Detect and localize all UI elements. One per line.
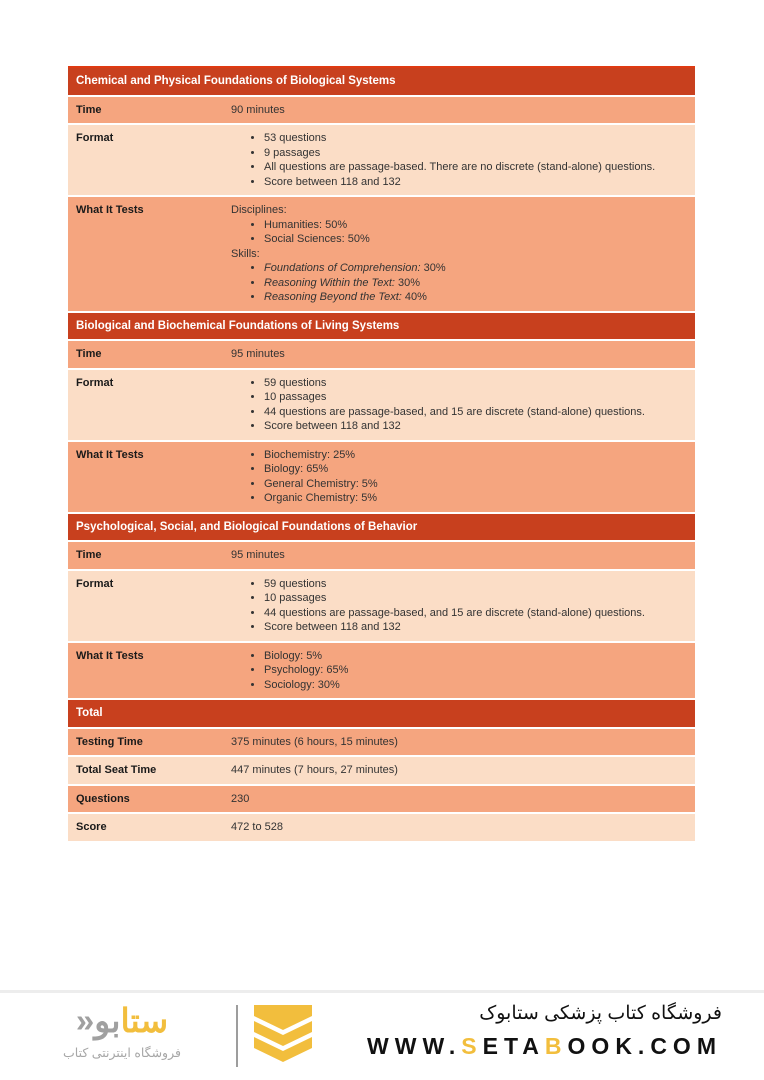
table-row-questions [68, 786, 695, 815]
row-label: Time [76, 348, 102, 360]
row-value [231, 125, 695, 195]
row-label: Testing Time [76, 735, 143, 748]
footer-right-block [367, 1001, 722, 1060]
bullet-item [264, 276, 685, 291]
row-value: 230 [231, 792, 250, 805]
bullet-item: • Sociology: 30% [264, 678, 685, 693]
format-bullet-list [231, 131, 685, 189]
skill-pct: 30% [394, 276, 421, 289]
section-header: Psychological, Social, and Biological Foundations of Behavior [68, 514, 695, 543]
bullet-item: • Score between 118 and 132 [264, 419, 685, 434]
format-bullet-list [231, 577, 685, 635]
skill-name: Foundations of Comprehension: [264, 262, 421, 274]
brand-gray-part: بو [94, 1002, 121, 1039]
bullet-item: • General Chemistry: 5% [264, 477, 685, 492]
skill-pct: 40% [401, 291, 427, 303]
bullet-item: • Social Sciences: 50% [264, 232, 685, 247]
table-row-testing-time [68, 729, 695, 758]
row-value: 375 minutes (6 hours, 15 minutes) [231, 735, 398, 748]
skills-intro: Skills: [231, 247, 260, 260]
bullet-item [264, 261, 685, 276]
table-row-format [68, 370, 695, 442]
mcat-sections-table [68, 66, 695, 843]
format-bullet-list [231, 376, 685, 434]
skills-bullet-list [231, 261, 685, 305]
brand-wordmark-text [42, 1003, 202, 1039]
table-row-seat-time [68, 757, 695, 786]
row-label: Format [76, 132, 114, 144]
bullet-item: • 10 passages [264, 390, 685, 405]
bullet-item: • 44 questions are passage-based, and 15 are discrete (stand-alone) questions. [264, 405, 685, 420]
setabook-chevron-emblem-icon [254, 1005, 312, 1076]
tests-bullet-list [231, 448, 685, 506]
url-eta: ETA [482, 1033, 545, 1059]
tests-bullet-list [231, 649, 685, 693]
site-url [367, 1033, 722, 1060]
table-row-tests [68, 197, 695, 313]
disciplines-bullet-list [231, 218, 685, 247]
disciplines-intro: Disciplines: [231, 204, 287, 216]
row-label: Questions [76, 792, 130, 805]
row-label: Time [76, 549, 102, 561]
row-value: 447 minutes (7 hours, 27 minutes) [231, 764, 398, 776]
table-row-format [68, 125, 695, 197]
section-header: Total [68, 700, 695, 729]
row-value [231, 370, 695, 440]
row-label: Time [76, 103, 102, 116]
bullet-item: • Psychology: 65% [264, 663, 685, 678]
skill-pct: 30% [420, 262, 446, 274]
row-label: Total Seat Time [76, 764, 157, 776]
row-label: What It Tests [76, 204, 144, 216]
bullet-item: • Humanities: 50% [264, 218, 685, 233]
row-value [231, 643, 695, 699]
row-value [231, 442, 695, 512]
bullet-item: • 9 passages [264, 146, 685, 161]
brand-guillemet-mark: « [75, 1002, 95, 1039]
table-row-score [68, 814, 695, 843]
row-label: Score [76, 821, 107, 833]
section-chemical-physical [68, 68, 695, 313]
row-label: What It Tests [76, 448, 144, 461]
brand-subtitle: فروشگاه اینترنتی کتاب [63, 1046, 181, 1060]
section-psychological-social [68, 514, 695, 701]
bullet-item: • Biology: 5% [264, 649, 685, 664]
bullet-item: • 10 passages [264, 591, 685, 606]
url-www: WWW. [367, 1033, 462, 1059]
bullet-item: • 44 questions are passage-based, and 15 are discrete (stand-alone) questions. [264, 606, 685, 621]
table-row-time [68, 341, 695, 370]
row-label: Format [76, 577, 114, 590]
row-value: 95 minutes [231, 348, 285, 360]
bullet-item: • 53 questions [264, 131, 685, 146]
store-tagline-fa: فروشگاه کتاب پزشکی ستابوک [479, 1003, 722, 1024]
section-total [68, 700, 695, 843]
bullet-item: • Biology: 65% [264, 462, 685, 477]
bullet-item [264, 290, 685, 305]
bullet-item: • 59 questions [264, 577, 685, 592]
table-row-time [68, 542, 695, 571]
brand-yellow-part: ستا [120, 1002, 169, 1039]
table-row-tests [68, 442, 695, 514]
url-ook-com: OOK.COM [567, 1033, 722, 1059]
footer-vertical-divider [236, 1005, 238, 1067]
row-label: What It Tests [76, 649, 144, 662]
section-header: Chemical and Physical Foundations of Biological Systems [68, 68, 695, 97]
url-letter-b: B [544, 1033, 568, 1059]
section-biological-biochemical [68, 313, 695, 514]
table-row-time [68, 97, 695, 126]
bullet-item: • Organic Chemistry: 5% [264, 491, 685, 506]
table-row-format [68, 571, 695, 643]
table-row-tests [68, 643, 695, 701]
skill-name: Reasoning Within the Text: [264, 276, 395, 289]
bullet-item: • Biochemistry: 25% [264, 448, 685, 463]
brand-wordmark [42, 1003, 202, 1060]
bullet-item: • Score between 118 and 132 [264, 620, 685, 635]
bullet-item: • All questions are passage-based. There are no discrete (stand-alone) questions. [264, 160, 685, 175]
section-header: Biological and Biochemical Foundations of Living Systems [68, 313, 695, 342]
setabook-footer [0, 993, 764, 1080]
row-label: Format [76, 376, 114, 389]
row-value: 90 minutes [231, 103, 285, 116]
bullet-item: • Score between 118 and 132 [264, 175, 685, 190]
row-value: 95 minutes [231, 549, 285, 561]
url-letter-s: S [461, 1033, 483, 1059]
skill-name: Reasoning Beyond the Text: [264, 291, 402, 303]
row-value [231, 571, 695, 641]
row-value: 472 to 528 [231, 821, 283, 833]
row-value [231, 197, 695, 311]
bullet-item: • 59 questions [264, 376, 685, 391]
